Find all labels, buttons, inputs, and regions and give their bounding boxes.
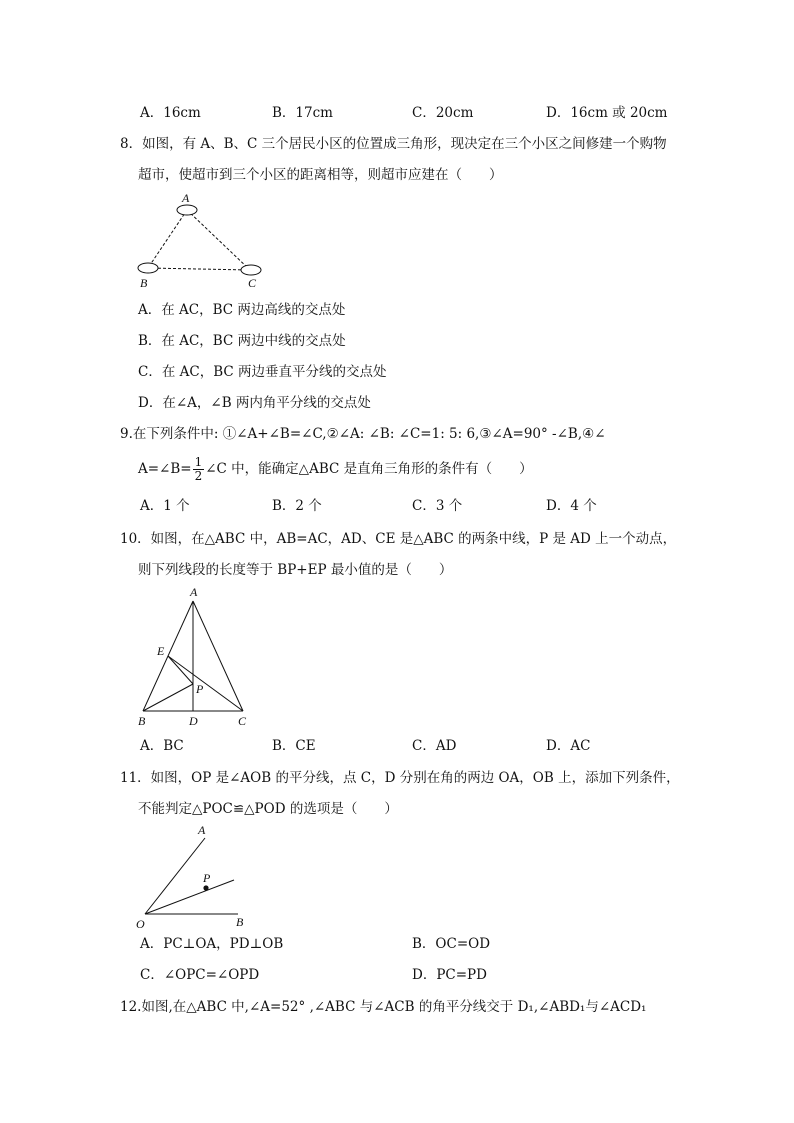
q8-label-c: C [248, 276, 257, 290]
q11-option-a: A．PC⊥OA，PD⊥OB [140, 936, 284, 952]
q10-label-a: A [190, 585, 198, 599]
q10-segment-bp [143, 684, 193, 711]
q11-stem-line1: 11．如图，OP 是∠AOB 的平分线，点 C，D 分别在角的两边 OA，OB 上，添加下列条件， [120, 770, 680, 786]
q12-stem-line1: 12.如图,在△ABC 中,∠A=52° ,∠ABC 与∠ACB 的角平分线交于 D₁,∠ABD₁与∠ACD₁ [120, 999, 647, 1015]
q10-label-d: D [189, 714, 198, 728]
q11-label-a: A [198, 823, 206, 837]
q9-option-b: B．2 个 [272, 498, 322, 514]
q8-option-b: B．在 AC，BC 两边中线的交点处 [138, 333, 346, 349]
q8-line-ac [187, 210, 250, 270]
q8-option-d: D．在∠A，∠B 两内角平分线的交点处 [138, 395, 371, 411]
q10-stem-line2: 则下列线段的长度等于 BP+EP 最小值的是（ ） [138, 562, 453, 578]
q8-line-ab [148, 210, 187, 268]
q8-option-c: C．在 AC，BC 两边垂直平分线的交点处 [138, 364, 387, 380]
q11-option-b: B．OC=OD [412, 936, 491, 952]
q11-point-p [203, 885, 208, 890]
q9-frac-den: 2 [194, 469, 203, 483]
q11-stem-line2: 不能判定△POC≌△POD 的选项是（ ） [138, 801, 398, 817]
q8-line-bc [148, 268, 250, 270]
q10-stem-line1: 10．如图，在△ABC 中，AB=AC，AD、CE 是△ABC 的两条中线，P 是 AD 上一个动点， [120, 531, 677, 547]
q8-label-a: A [182, 191, 190, 205]
q8-option-a: A．在 AC，BC 两边高线的交点处 [138, 302, 346, 318]
q10-label-e: E [157, 644, 165, 658]
q11-label-p: P [203, 871, 211, 885]
q9-option-d: D．4 个 [546, 498, 597, 514]
q11-option-c: C．∠OPC=∠OPD [140, 967, 260, 983]
q11-figure [130, 820, 260, 932]
q10-median-ce [168, 656, 243, 711]
q10-label-c: C [238, 714, 247, 728]
q8-point-b [138, 263, 158, 273]
q8-stem-line1: 8．如图，有 A、B、C 三个居民小区的位置成三角形，现决定在三个小区之间修建一个购物 [120, 136, 667, 152]
q8-label-b: B [140, 276, 148, 290]
q9-stem-line1: 9.在下列条件中: ①∠A+∠B=∠C,②∠A: ∠B: ∠C=1: 5: 6,③∠A=90° -∠B,④∠ [120, 426, 606, 442]
q9-option-a: A．1 个 [140, 498, 190, 514]
q7-option-c: C．20cm [412, 105, 474, 121]
q10-option-d: D．AC [546, 738, 591, 754]
q8-point-c [241, 265, 261, 275]
q10-option-a: A．BC [140, 738, 184, 754]
q8-figure [130, 190, 280, 290]
q8-stem-line2: 超市，使超市到三个小区的距离相等，则超市应建在（ ） [138, 167, 503, 183]
q10-segment-ep [168, 656, 193, 684]
q7-option-a: A．16cm [140, 105, 201, 121]
q9-fraction [193, 456, 205, 483]
q11-option-d: D．PC=PD [412, 967, 487, 983]
q10-option-c: C．AD [412, 738, 457, 754]
q9-frac-num: 1 [194, 455, 203, 469]
q9-option-c: C．3 个 [412, 498, 463, 514]
q9-stem-line2-post: ∠C 中，能确定△ABC 是直角三角形的条件有（ ） [205, 461, 533, 477]
q11-label-b: B [236, 915, 244, 929]
q10-option-b: B．CE [272, 738, 316, 754]
q9-stem-line2 [138, 454, 533, 484]
q9-stem-line2-pre: A=∠B= [138, 461, 192, 477]
q10-figure [130, 583, 260, 733]
q8-point-a [177, 205, 197, 215]
q10-label-p: P [196, 682, 204, 696]
q7-option-d: D．16cm 或 20cm [546, 105, 668, 121]
q10-label-b: B [138, 714, 146, 728]
q7-option-b: B．17cm [272, 105, 333, 121]
q11-label-o: O [136, 917, 145, 931]
